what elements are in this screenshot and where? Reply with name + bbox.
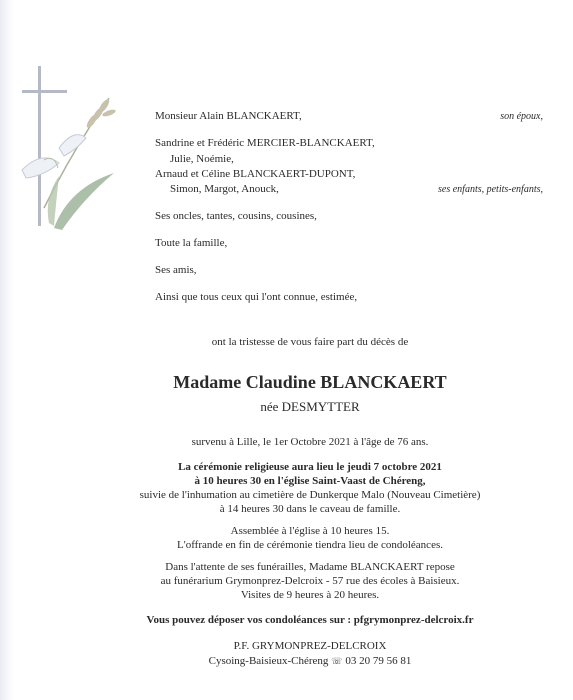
family-acquaintances: Ainsi que tous ceux qui l'ont connue, estimée,	[155, 291, 358, 303]
family-friends: Ses amis,	[155, 264, 197, 276]
role-children: ses enfants, petits-enfants,	[438, 184, 543, 195]
family-line-grandchildren-1: Julie, Noémie,	[170, 153, 234, 165]
viewing-line-3: Visites de 9 heures à 20 heures.	[240, 589, 380, 601]
family-line-grandchildren-2: Simon, Margot, Anouck,	[170, 183, 279, 195]
deceased-maiden-name: née DESMYTTER	[260, 399, 360, 414]
family-all: Toute la famille,	[155, 237, 228, 249]
family-extended: Ses oncles, tantes, cousins, cousines,	[155, 210, 317, 222]
phone-icon: ☏	[331, 657, 343, 667]
condolences-website: Vous pouvez déposer vos condoléances sur : pfgrymonprez-delcroix.fr	[146, 614, 474, 626]
gathering-line-1: Assemblée à l'église à 10 heures 15.	[230, 525, 390, 537]
funeral-home-name: P.F. GRYMONPREZ-DELCROIX	[233, 640, 387, 652]
ceremony-line-3: suivie de l'inhumation au cimetière de Dunkerque Malo (Nouveau Cimetière)	[139, 489, 481, 501]
ceremony-line-4: à 14 heures 30 dans le caveau de famille.	[219, 503, 401, 515]
announcement-text: ont la tristesse de vous faire part du décès de	[211, 336, 409, 348]
viewing-line-1: Dans l'attente de ses funérailles, Madame BLANCKAERT repose	[165, 561, 455, 573]
ceremony-line-2: à 10 heures 30 en l'église Saint-Vaast de Chéreng,	[194, 475, 426, 487]
funeral-home-contact	[80, 655, 540, 669]
viewing-line-2: au funérarium Grymonprez-Delcroix - 57 rue des écoles à Baisieux.	[160, 575, 460, 587]
page-edge-shadow	[0, 0, 14, 700]
role-spouse: son époux,	[500, 111, 543, 122]
family-line-children-2: Arnaud et Céline BLANCKAERT-DUPONT,	[155, 168, 356, 180]
family-line-children-1: Sandrine et Frédéric MERCIER-BLANCKAERT,	[155, 137, 375, 149]
funeral-home-location: Cysoing-Baisieux-Chéreng	[208, 655, 329, 667]
cross-lily-emblem	[14, 58, 134, 258]
family-spouse: Monsieur Alain BLANCKAERT,	[155, 110, 302, 122]
funeral-home-phone: 03 20 79 56 81	[345, 655, 412, 667]
deceased-name: Madame Claudine BLANCKAERT	[173, 372, 447, 392]
ceremony-line-1: La cérémonie religieuse aura lieu le jeudi 7 octobre 2021	[178, 461, 442, 473]
gathering-line-2: L'offrande en fin de cérémonie tiendra lieu de condoléances.	[177, 539, 443, 551]
death-details: survenu à Lille, le 1er Octobre 2021 à l'âge de 76 ans.	[191, 436, 429, 448]
